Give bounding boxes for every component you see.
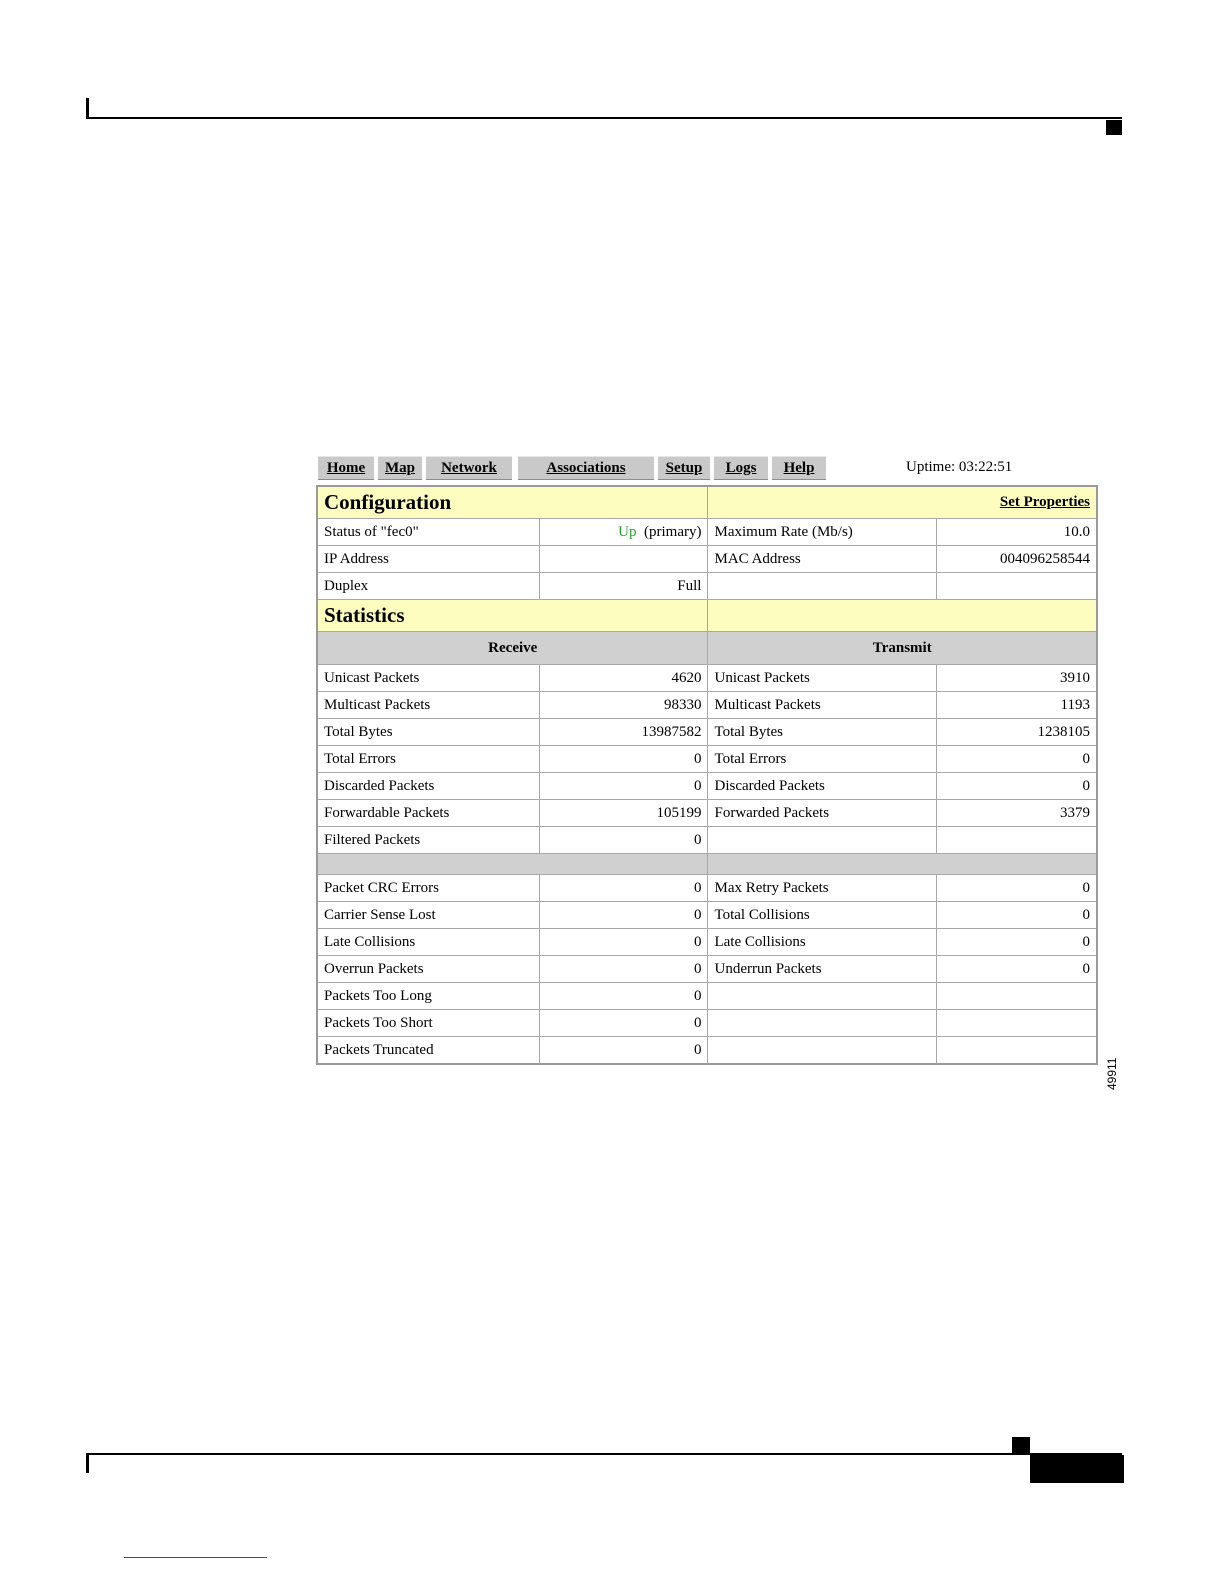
receive-value: 0 xyxy=(540,746,708,773)
receive-value: 0 xyxy=(540,956,708,983)
stats-row xyxy=(317,956,1097,983)
transmit-header: Transmit xyxy=(708,632,1097,665)
transmit-label xyxy=(708,1037,937,1065)
config-title: Configuration xyxy=(317,486,708,519)
receive-value: 105199 xyxy=(540,800,708,827)
transmit-label: Forwarded Packets xyxy=(708,800,937,827)
status-primary: (primary) xyxy=(644,523,702,540)
mac-label: MAC Address xyxy=(708,546,937,573)
status-label: Status of "fec0" xyxy=(317,519,540,546)
transmit-value xyxy=(937,827,1097,854)
nav-help-link[interactable]: Help xyxy=(772,456,826,480)
stats-row xyxy=(317,827,1097,854)
transmit-value xyxy=(937,1037,1097,1065)
receive-value: 4620 xyxy=(540,665,708,692)
transmit-label: Discarded Packets xyxy=(708,773,937,800)
config-header-row xyxy=(317,486,1097,519)
nav-associations-link[interactable]: Associations xyxy=(518,456,654,480)
stats-header-row xyxy=(317,600,1097,632)
footer-rule xyxy=(86,1453,1122,1455)
receive-value: 0 xyxy=(540,773,708,800)
stats-row xyxy=(317,773,1097,800)
transmit-label: Max Retry Packets xyxy=(708,875,937,902)
receive-value: 98330 xyxy=(540,692,708,719)
transmit-value: 1193 xyxy=(937,692,1097,719)
receive-label: Unicast Packets xyxy=(317,665,540,692)
transmit-value: 1238105 xyxy=(937,719,1097,746)
stats-title: Statistics xyxy=(317,600,708,632)
receive-label: Overrun Packets xyxy=(317,956,540,983)
transmit-label xyxy=(708,827,937,854)
transmit-value: 0 xyxy=(937,875,1097,902)
receive-label: Packets Too Short xyxy=(317,1010,540,1037)
stats-subheader-row xyxy=(317,632,1097,665)
transmit-label: Underrun Packets xyxy=(708,956,937,983)
receive-label: Total Bytes xyxy=(317,719,540,746)
transmit-value: 3910 xyxy=(937,665,1097,692)
transmit-value xyxy=(937,983,1097,1010)
figure-number: 49911 xyxy=(1105,1057,1119,1090)
duplex-value: Full xyxy=(540,573,708,600)
ip-label: IP Address xyxy=(317,546,540,573)
transmit-label xyxy=(708,983,937,1010)
stats-row xyxy=(317,1037,1097,1065)
duplex-label: Duplex xyxy=(317,573,540,600)
set-properties-link[interactable]: Set Properties xyxy=(999,494,1090,510)
receive-header: Receive xyxy=(317,632,708,665)
ip-value xyxy=(540,546,708,573)
transmit-label: Total Bytes xyxy=(708,719,937,746)
max-rate-value: 10.0 xyxy=(937,519,1097,546)
receive-value: 13987582 xyxy=(540,719,708,746)
transmit-value: 0 xyxy=(937,902,1097,929)
receive-label: Forwardable Packets xyxy=(317,800,540,827)
receive-value: 0 xyxy=(540,875,708,902)
transmit-label: Multicast Packets xyxy=(708,692,937,719)
transmit-label xyxy=(708,1010,937,1037)
transmit-value: 0 xyxy=(937,956,1097,983)
transmit-value: 0 xyxy=(937,746,1097,773)
receive-label: Late Collisions xyxy=(317,929,540,956)
transmit-label: Total Collisions xyxy=(708,902,937,929)
nav-network-link[interactable]: Network xyxy=(426,456,512,480)
footer-tick xyxy=(86,1455,89,1473)
mac-value: 004096258544 xyxy=(937,546,1097,573)
separator-row xyxy=(317,854,1097,875)
receive-label: Total Errors xyxy=(317,746,540,773)
max-rate-label: Maximum Rate (Mb/s) xyxy=(708,519,937,546)
receive-value: 0 xyxy=(540,983,708,1010)
transmit-value: 3379 xyxy=(937,800,1097,827)
nav-logs-link[interactable]: Logs xyxy=(714,456,768,480)
receive-label: Packet CRC Errors xyxy=(317,875,540,902)
config-row xyxy=(317,519,1097,546)
stats-row xyxy=(317,746,1097,773)
receive-value: 0 xyxy=(540,1037,708,1065)
receive-label: Packets Truncated xyxy=(317,1037,540,1065)
uptime-text: Uptime: 03:22:51 xyxy=(906,459,1013,475)
transmit-value: 0 xyxy=(937,773,1097,800)
stats-row xyxy=(317,1010,1097,1037)
header-rule xyxy=(86,117,1122,119)
receive-label: Packets Too Long xyxy=(317,983,540,1010)
nav-setup-link[interactable]: Setup xyxy=(658,456,710,480)
stats-row xyxy=(317,665,1097,692)
receive-label: Multicast Packets xyxy=(317,692,540,719)
footer-marker xyxy=(1012,1437,1030,1454)
receive-value: 0 xyxy=(540,902,708,929)
status-up: Up xyxy=(618,523,637,540)
receive-value: 0 xyxy=(540,929,708,956)
stats-row xyxy=(317,719,1097,746)
receive-value: 0 xyxy=(540,827,708,854)
transmit-value: 0 xyxy=(937,929,1097,956)
transmit-value xyxy=(937,1010,1097,1037)
receive-label: Discarded Packets xyxy=(317,773,540,800)
transmit-label: Unicast Packets xyxy=(708,665,937,692)
stats-row xyxy=(317,902,1097,929)
footer-link-line xyxy=(124,1557,267,1558)
receive-label: Carrier Sense Lost xyxy=(317,902,540,929)
stats-row xyxy=(317,929,1097,956)
nav-bar xyxy=(316,456,828,480)
receive-value: 0 xyxy=(540,1010,708,1037)
stats-row xyxy=(317,692,1097,719)
header-marker xyxy=(1106,120,1122,135)
stats-row xyxy=(317,800,1097,827)
stats-row xyxy=(317,875,1097,902)
transmit-label: Late Collisions xyxy=(708,929,937,956)
nav-home-link[interactable]: Home xyxy=(318,456,374,480)
receive-label: Filtered Packets xyxy=(317,827,540,854)
config-row xyxy=(317,546,1097,573)
footer-page-tab xyxy=(1030,1455,1124,1483)
stats-row xyxy=(317,983,1097,1010)
header-tick xyxy=(86,98,89,119)
status-value xyxy=(540,519,708,546)
status-table xyxy=(316,485,1098,1065)
config-row xyxy=(317,573,1097,600)
transmit-label: Total Errors xyxy=(708,746,937,773)
nav-map-link[interactable]: Map xyxy=(378,456,422,480)
